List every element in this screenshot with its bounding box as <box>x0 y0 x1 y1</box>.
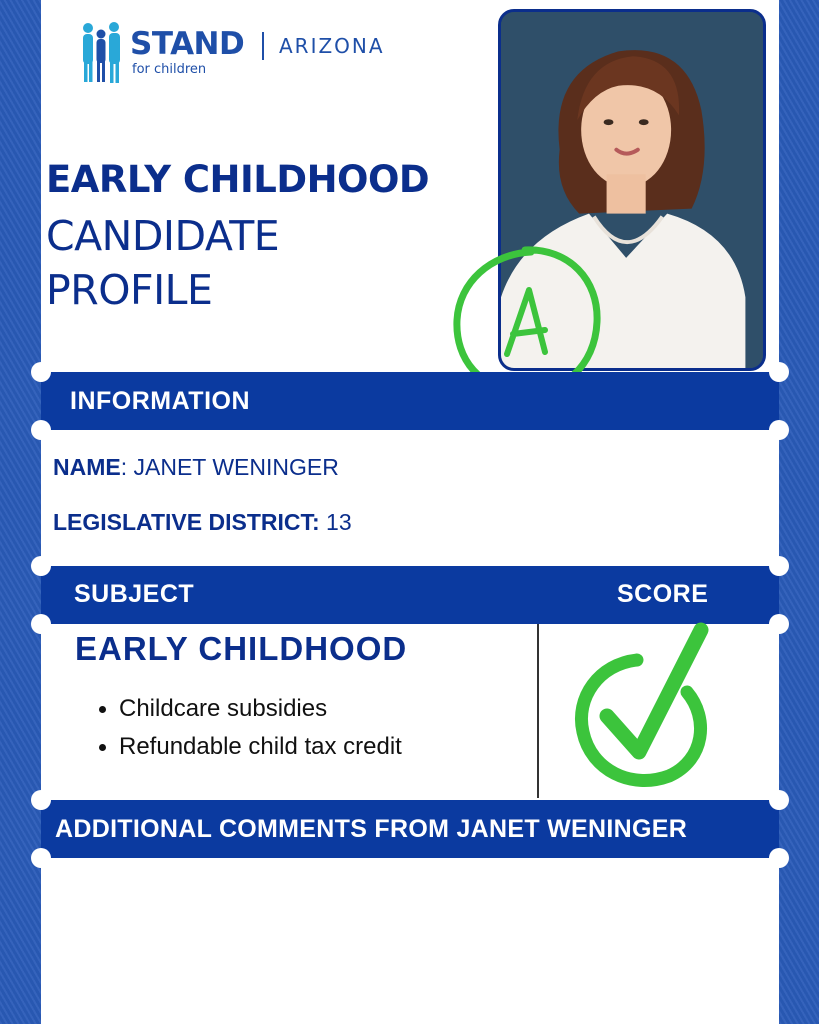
band-notch <box>31 556 51 576</box>
subject-heading: SUBJECT <box>74 580 195 608</box>
information-band <box>41 372 779 430</box>
band-notch <box>769 848 789 868</box>
comments-band <box>41 800 779 858</box>
band-notch <box>31 790 51 810</box>
band-notch <box>769 420 789 440</box>
band-notch <box>31 362 51 382</box>
band-notch <box>31 614 51 634</box>
title-line-3: PROFILE <box>46 266 213 314</box>
band-notch <box>769 614 789 634</box>
name-row: NAME: JANET WENINGER <box>53 454 339 480</box>
grade-letter: A <box>447 242 448 243</box>
information-heading: INFORMATION <box>70 387 251 415</box>
green-checkmark-icon <box>569 620 729 790</box>
logo-state: ARIZONA <box>279 34 385 58</box>
title-line-1: EARLY CHILDHOOD <box>46 158 430 201</box>
band-notch <box>769 556 789 576</box>
title-line-2: CANDIDATE <box>46 212 280 260</box>
band-notch <box>769 362 789 382</box>
band-notch <box>31 420 51 440</box>
subject-score-band <box>41 566 779 624</box>
children-figures-icon <box>78 20 126 84</box>
column-divider <box>537 624 539 798</box>
name-value: JANET WENINGER <box>133 454 339 480</box>
score-heading: SCORE <box>617 580 709 608</box>
district-value: 13 <box>326 509 352 535</box>
district-label: LEGISLATIVE DISTRICT: <box>53 509 320 535</box>
logo-tagline: for children <box>132 62 207 77</box>
stand-for-children-logo <box>78 18 408 88</box>
list-item: Childcare subsidies <box>99 690 402 728</box>
logo-brand-text: STAND <box>130 26 245 62</box>
logo-divider <box>262 32 264 60</box>
subject-item-list <box>99 690 402 766</box>
subject-title: EARLY CHILDHOOD <box>75 630 408 667</box>
band-notch <box>769 790 789 810</box>
candidate-profile-card <box>41 0 779 1024</box>
comments-heading: ADDITIONAL COMMENTS FROM JANET WENINGER <box>55 815 688 843</box>
list-item: Refundable child tax credit <box>99 728 402 766</box>
name-label: NAME <box>53 454 121 480</box>
band-notch <box>31 848 51 868</box>
district-row <box>53 509 352 536</box>
